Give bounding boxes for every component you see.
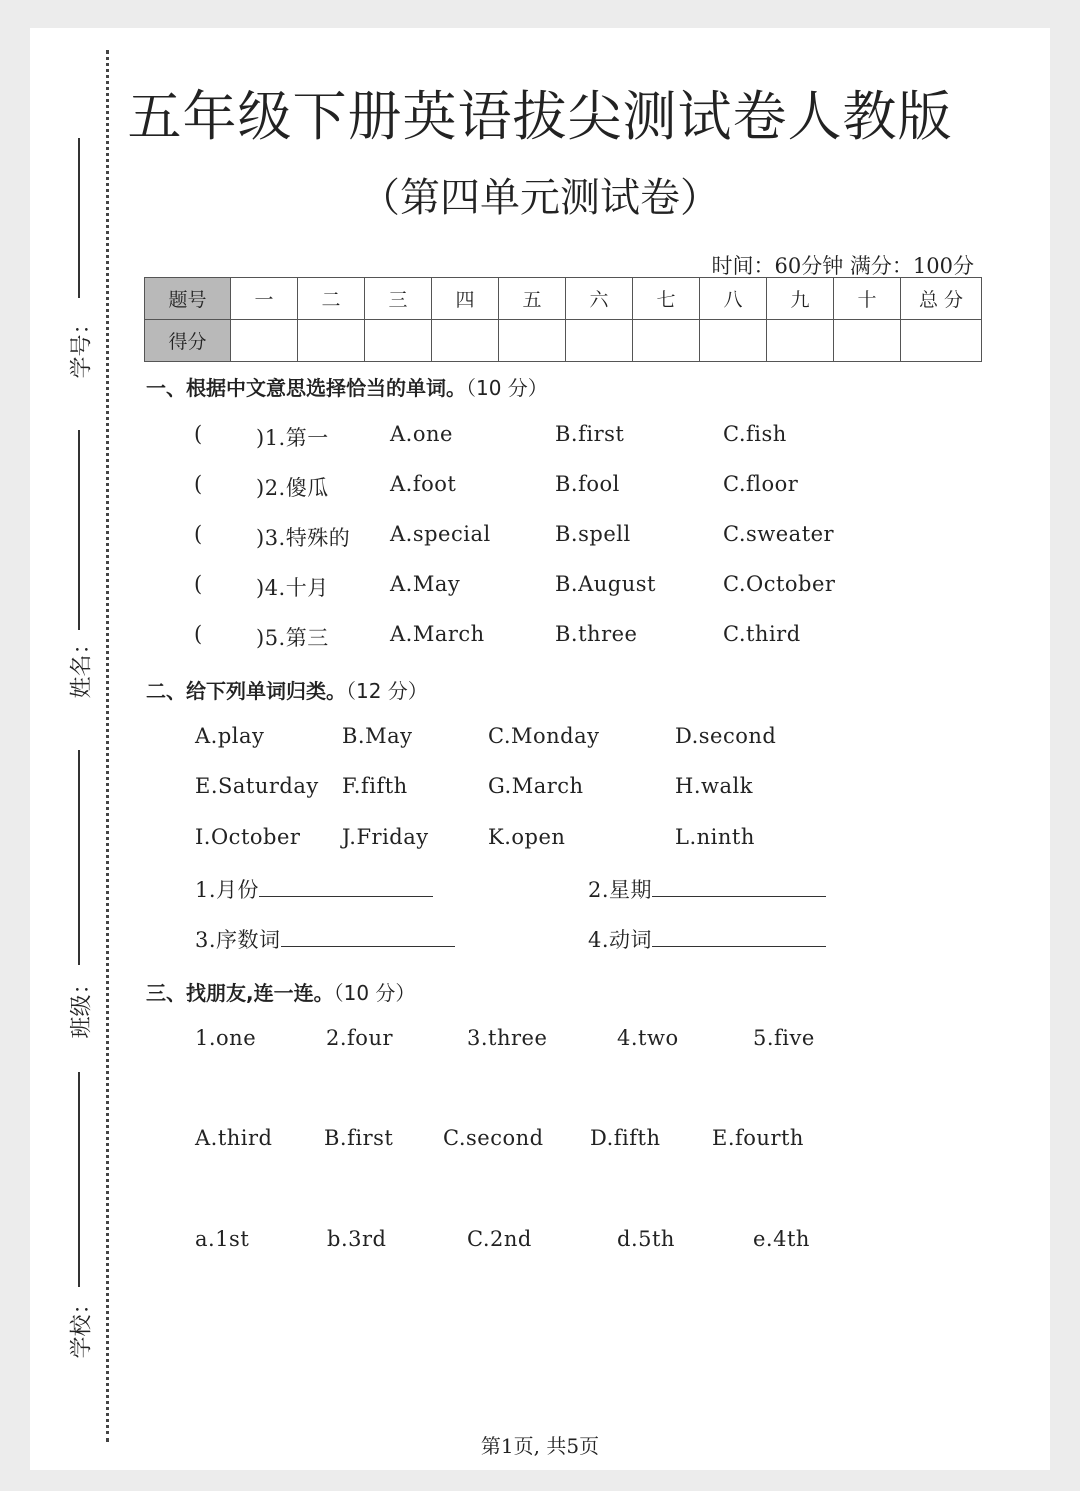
total-header: 总 分	[901, 278, 982, 320]
class-line	[78, 750, 80, 965]
side-label-school: 学校：	[69, 1292, 95, 1359]
page-title: 五年级下册英语拔尖测试卷人教版	[127, 85, 953, 148]
column-header: 五	[499, 278, 566, 320]
time-and-score-info: 时间：60分钟 满分：100分	[711, 254, 974, 278]
score-cell[interactable]	[834, 320, 901, 362]
question-text: )3.特殊的	[256, 526, 351, 550]
match-item-ordinal[interactable]: A.third	[195, 1126, 273, 1150]
question-text: )2.傻瓜	[256, 476, 329, 500]
match-item-ordinal[interactable]: D.fifth	[590, 1126, 661, 1150]
category-label: 4.动词	[588, 928, 653, 952]
category-label: 3.序数词	[195, 928, 281, 952]
score-table-header-row	[145, 278, 982, 320]
name-line	[78, 430, 80, 630]
section-3-title: 三、找朋友,连一连。	[146, 981, 334, 1005]
answer-paren[interactable]: (	[194, 622, 203, 646]
score-cell[interactable]	[298, 320, 365, 362]
column-header: 十	[834, 278, 901, 320]
row-header-cell: 题号	[145, 278, 231, 320]
word-item: H.walk	[675, 774, 753, 798]
option-c: C.sweater	[723, 522, 835, 546]
option-c: C.October	[723, 572, 836, 596]
category-row	[588, 874, 826, 904]
option-a: A.special	[390, 522, 491, 546]
school-line	[78, 1072, 80, 1287]
category-row	[195, 874, 433, 904]
side-label-name: 姓名：	[69, 632, 95, 699]
category-row	[588, 924, 826, 954]
answer-blank[interactable]	[259, 876, 433, 897]
match-item-number[interactable]: 4.two	[617, 1026, 679, 1050]
answer-paren[interactable]: (	[194, 422, 203, 446]
option-b: B.first	[555, 422, 625, 446]
score-cell[interactable]	[566, 320, 633, 362]
option-b: B.August	[555, 572, 656, 596]
question-text: )5.第三	[256, 626, 329, 650]
option-b: B.spell	[555, 522, 631, 546]
score-table-score-row	[145, 320, 982, 362]
option-c: C.floor	[723, 472, 799, 496]
match-item-ordinal[interactable]: C.second	[443, 1126, 544, 1150]
category-label: 2.星期	[588, 878, 653, 902]
match-item-ordinal[interactable]: E.fourth	[712, 1126, 804, 1150]
match-item-number[interactable]: 1.one	[195, 1026, 257, 1050]
score-table	[144, 277, 982, 362]
section-3-points: （10 分）	[333, 981, 416, 1005]
score-cell[interactable]	[365, 320, 432, 362]
score-cell[interactable]	[432, 320, 499, 362]
binding-dashed-line	[106, 50, 109, 1442]
column-header: 九	[767, 278, 834, 320]
side-label-student-no: 学号：	[69, 312, 95, 379]
option-a: A.March	[390, 622, 485, 646]
score-label-cell: 得分	[145, 320, 231, 362]
word-item: J.Friday	[342, 825, 429, 849]
question-text: )1.第一	[256, 426, 329, 450]
section-1-title: 一、根据中文意思选择恰当的单词。	[146, 376, 466, 400]
match-item-abbrev[interactable]: a.1st	[195, 1227, 250, 1251]
word-item: B.May	[342, 724, 413, 748]
word-item: L.ninth	[675, 825, 755, 849]
score-cell[interactable]	[499, 320, 566, 362]
answer-paren[interactable]: (	[194, 572, 203, 596]
option-b: B.fool	[555, 472, 620, 496]
section-3-heading	[146, 977, 415, 1006]
answer-blank[interactable]	[281, 926, 455, 947]
section-2-heading	[146, 675, 428, 704]
section-2-points: （12 分）	[346, 679, 428, 703]
section-1-heading	[146, 372, 548, 401]
match-item-number[interactable]: 2.four	[326, 1026, 394, 1050]
column-header: 一	[231, 278, 298, 320]
side-label-class: 班级：	[69, 972, 95, 1039]
section-2-title: 二、给下列单词归类。	[146, 679, 346, 703]
word-item: F.fifth	[342, 774, 408, 798]
answer-blank[interactable]	[652, 876, 826, 897]
match-item-ordinal[interactable]: B.first	[324, 1126, 394, 1150]
score-cell[interactable]	[633, 320, 700, 362]
column-header: 二	[298, 278, 365, 320]
option-c: C.fish	[723, 422, 787, 446]
word-item: I.October	[195, 825, 301, 849]
exam-paper	[30, 28, 1050, 1470]
column-header: 七	[633, 278, 700, 320]
match-item-number[interactable]: 3.three	[467, 1026, 548, 1050]
score-cell[interactable]	[231, 320, 298, 362]
category-label: 1.月份	[195, 878, 260, 902]
match-item-abbrev[interactable]: b.3rd	[327, 1227, 387, 1251]
option-a: A.foot	[390, 472, 457, 496]
answer-paren[interactable]: (	[194, 472, 203, 496]
option-c: C.third	[723, 622, 801, 646]
match-item-abbrev[interactable]: C.2nd	[467, 1227, 532, 1251]
match-item-abbrev[interactable]: d.5th	[617, 1227, 675, 1251]
page-footer: 第1页, 共5页	[480, 1434, 600, 1458]
score-cell[interactable]	[767, 320, 834, 362]
word-item: K.open	[488, 825, 566, 849]
category-row	[195, 924, 455, 954]
column-header: 六	[566, 278, 633, 320]
column-header: 八	[700, 278, 767, 320]
answer-blank[interactable]	[652, 926, 826, 947]
word-item: C.Monday	[488, 724, 600, 748]
option-b: B.three	[555, 622, 638, 646]
word-item: A.play	[195, 724, 265, 748]
column-header: 三	[365, 278, 432, 320]
option-a: A.one	[390, 422, 453, 446]
answer-paren[interactable]: (	[194, 522, 203, 546]
word-item: E.Saturday	[195, 774, 319, 798]
match-item-number[interactable]: 5.five	[753, 1026, 815, 1050]
question-text: )4.十月	[256, 576, 329, 600]
section-1-points: （10 分）	[466, 376, 548, 400]
page-subtitle: （第四单元测试卷）	[360, 175, 720, 221]
match-item-abbrev[interactable]: e.4th	[753, 1227, 810, 1251]
score-cell[interactable]	[700, 320, 767, 362]
word-item: G.March	[488, 774, 584, 798]
column-header: 四	[432, 278, 499, 320]
total-score-cell[interactable]	[901, 320, 982, 362]
word-item: D.second	[675, 724, 777, 748]
option-a: A.May	[390, 572, 461, 596]
